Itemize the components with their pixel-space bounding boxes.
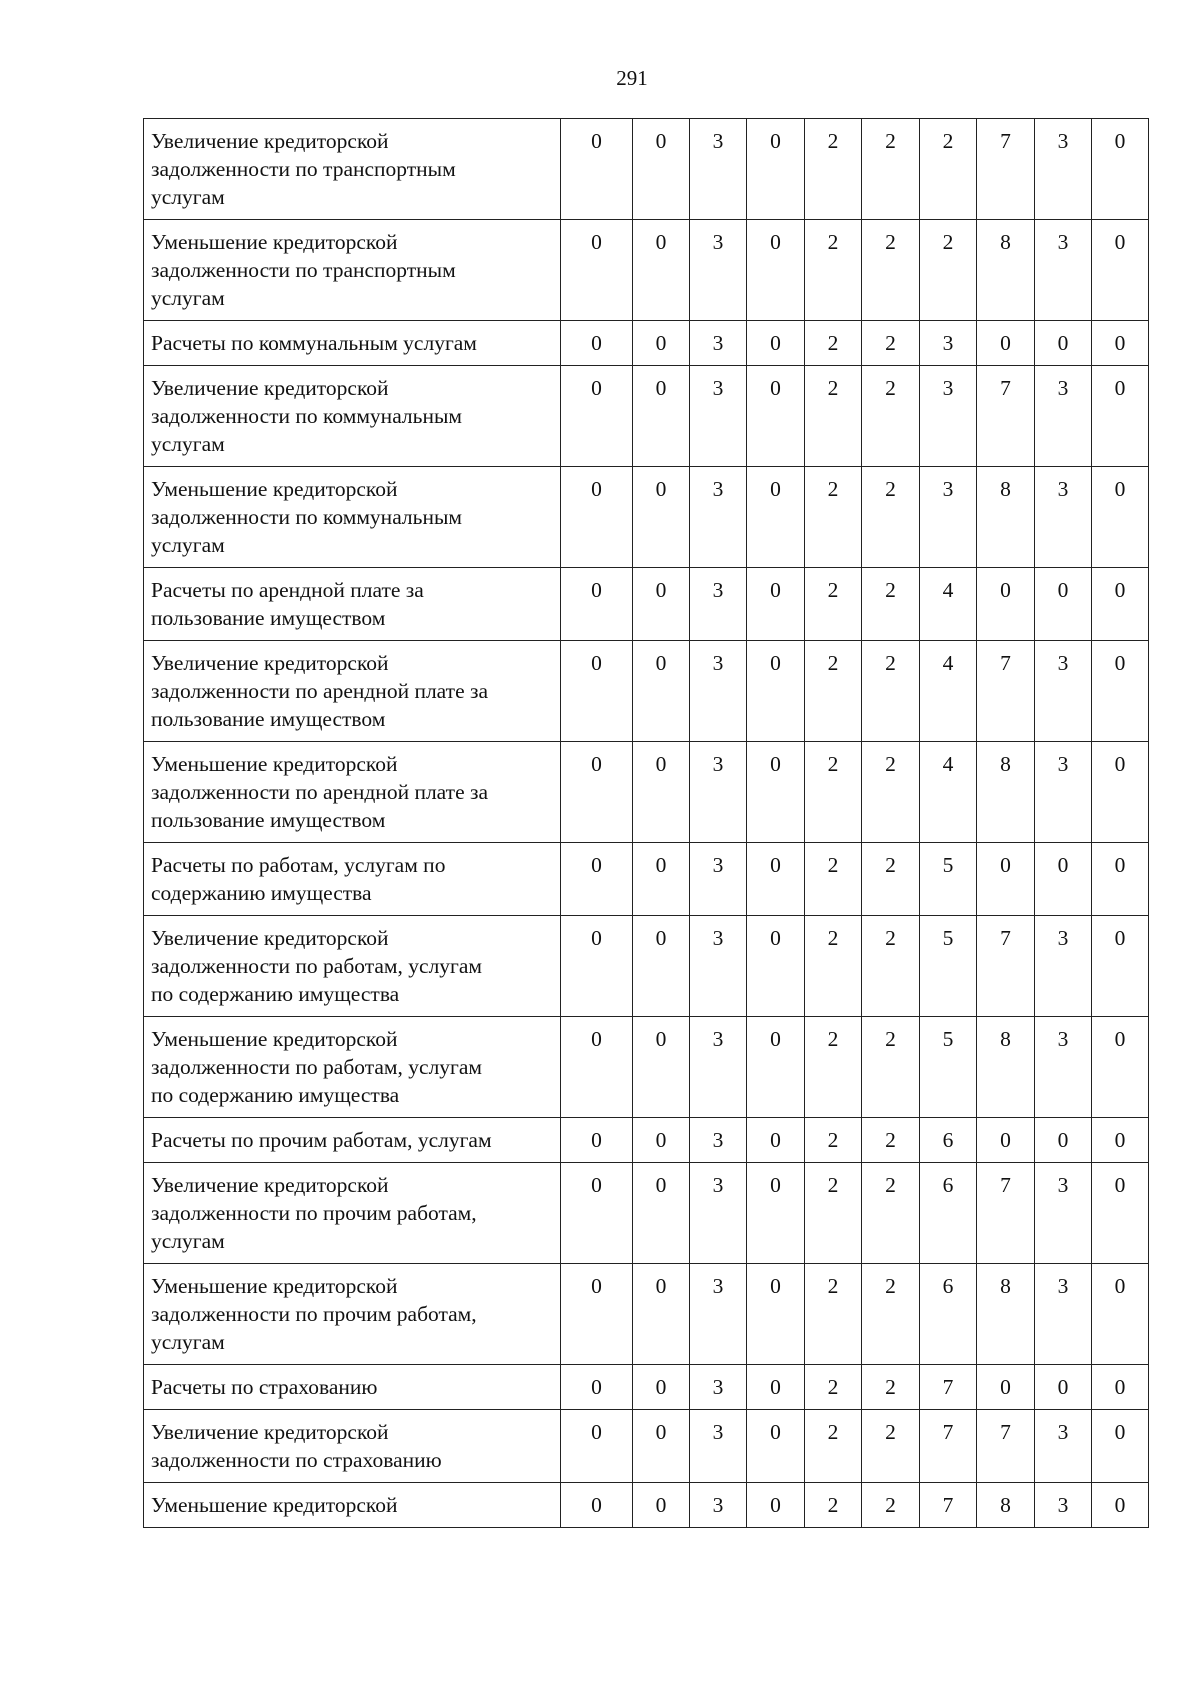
code-digit: 0	[977, 843, 1035, 916]
code-digit: 0	[561, 1365, 633, 1410]
code-digit: 2	[862, 1017, 920, 1118]
code-digit: 0	[1092, 916, 1149, 1017]
code-digit: 0	[747, 119, 805, 220]
code-digit: 3	[1035, 641, 1092, 742]
code-digit: 8	[977, 467, 1035, 568]
code-digit: 0	[747, 1365, 805, 1410]
code-digit: 0	[1092, 843, 1149, 916]
code-digit: 0	[747, 1017, 805, 1118]
code-digit: 3	[1035, 1163, 1092, 1264]
code-digit: 0	[1092, 1365, 1149, 1410]
code-digit: 3	[1035, 1483, 1092, 1528]
code-digit: 3	[690, 641, 747, 742]
code-digit: 0	[1092, 1163, 1149, 1264]
code-digit: 8	[977, 742, 1035, 843]
code-digit: 3	[1035, 366, 1092, 467]
code-digit: 0	[561, 568, 633, 641]
code-digit: 2	[862, 1483, 920, 1528]
code-digit: 0	[977, 1118, 1035, 1163]
row-label: Уменьшение кредиторской задолженности по арендной плате за пользование имуществом	[144, 742, 561, 843]
code-digit: 2	[862, 742, 920, 843]
code-digit: 0	[1035, 1118, 1092, 1163]
table-row	[144, 119, 1149, 220]
row-label: Расчеты по страхованию	[144, 1365, 561, 1410]
code-digit: 2	[862, 119, 920, 220]
code-digit: 3	[690, 119, 747, 220]
code-digit: 3	[1035, 916, 1092, 1017]
code-digit: 2	[805, 641, 862, 742]
code-digit: 5	[920, 916, 977, 1017]
code-digit: 4	[920, 742, 977, 843]
table-row	[144, 916, 1149, 1017]
table-row	[144, 467, 1149, 568]
code-digit: 0	[561, 1017, 633, 1118]
code-digit: 8	[977, 1017, 1035, 1118]
code-digit: 0	[747, 321, 805, 366]
code-digit: 7	[977, 119, 1035, 220]
code-digit: 0	[1092, 1410, 1149, 1483]
code-digit: 3	[690, 1017, 747, 1118]
row-label: Увеличение кредиторской задолженности по арендной плате за пользование имуществом	[144, 641, 561, 742]
code-digit: 0	[633, 220, 690, 321]
code-digit: 5	[920, 843, 977, 916]
code-digit: 0	[747, 1163, 805, 1264]
row-label: Увеличение кредиторской задолженности по прочим работам, услугам	[144, 1163, 561, 1264]
code-digit: 2	[805, 220, 862, 321]
code-digit: 8	[977, 1483, 1035, 1528]
code-digit: 2	[862, 1163, 920, 1264]
code-digit: 0	[561, 742, 633, 843]
code-digit: 4	[920, 568, 977, 641]
code-digit: 2	[805, 366, 862, 467]
code-digit: 0	[561, 119, 633, 220]
code-digit: 2	[805, 1264, 862, 1365]
code-digit: 0	[747, 467, 805, 568]
code-digit: 2	[862, 1410, 920, 1483]
code-digit: 3	[690, 568, 747, 641]
row-label: Увеличение кредиторской задолженности по страхованию	[144, 1410, 561, 1483]
code-digit: 2	[805, 843, 862, 916]
code-digit: 2	[805, 916, 862, 1017]
row-label: Уменьшение кредиторской задолженности по транспортным услугам	[144, 220, 561, 321]
code-digit: 0	[561, 1264, 633, 1365]
row-label: Уменьшение кредиторской задолженности по прочим работам, услугам	[144, 1264, 561, 1365]
code-digit: 0	[561, 1163, 633, 1264]
code-digit: 0	[561, 916, 633, 1017]
code-digit: 0	[561, 1410, 633, 1483]
code-digit: 0	[561, 1483, 633, 1528]
code-digit: 0	[747, 1264, 805, 1365]
table-row	[144, 1017, 1149, 1118]
row-label: Уменьшение кредиторской задолженности по коммунальным услугам	[144, 467, 561, 568]
table-row	[144, 366, 1149, 467]
code-digit: 3	[690, 467, 747, 568]
code-digit: 0	[633, 641, 690, 742]
code-digit: 2	[805, 742, 862, 843]
code-digit: 0	[1092, 742, 1149, 843]
code-digit: 2	[862, 568, 920, 641]
code-digit: 0	[633, 916, 690, 1017]
code-digit: 3	[690, 321, 747, 366]
code-digit: 2	[805, 119, 862, 220]
code-digit: 0	[747, 568, 805, 641]
code-digit: 3	[920, 366, 977, 467]
code-digit: 3	[690, 1483, 747, 1528]
code-digit: 7	[977, 366, 1035, 467]
table-row	[144, 1483, 1149, 1528]
table-row	[144, 843, 1149, 916]
table-row	[144, 1163, 1149, 1264]
code-digit: 2	[805, 467, 862, 568]
code-digit: 0	[1035, 843, 1092, 916]
code-digit: 0	[977, 321, 1035, 366]
code-digit: 2	[862, 1365, 920, 1410]
code-digit: 7	[977, 1163, 1035, 1264]
code-digit: 0	[747, 1483, 805, 1528]
code-digit: 0	[633, 1410, 690, 1483]
code-digit: 0	[977, 568, 1035, 641]
code-digit: 0	[747, 1410, 805, 1483]
table-row	[144, 568, 1149, 641]
row-label: Уменьшение кредиторской	[144, 1483, 561, 1528]
code-digit: 7	[920, 1365, 977, 1410]
code-digit: 2	[862, 1264, 920, 1365]
code-digit: 0	[747, 641, 805, 742]
code-digit: 0	[1092, 1264, 1149, 1365]
code-digit: 0	[633, 467, 690, 568]
code-digit: 5	[920, 1017, 977, 1118]
code-digit: 0	[1092, 1017, 1149, 1118]
code-digit: 0	[561, 321, 633, 366]
code-digit: 0	[1035, 568, 1092, 641]
code-digit: 0	[633, 366, 690, 467]
code-digit: 2	[920, 220, 977, 321]
code-digit: 3	[920, 321, 977, 366]
code-digit: 2	[862, 467, 920, 568]
code-digit: 0	[561, 641, 633, 742]
code-digit: 2	[805, 1365, 862, 1410]
row-label: Увеличение кредиторской задолженности по транспортным услугам	[144, 119, 561, 220]
code-digit: 2	[805, 321, 862, 366]
code-digit: 0	[633, 1163, 690, 1264]
code-digit: 2	[805, 568, 862, 641]
table-row	[144, 742, 1149, 843]
row-label: Расчеты по прочим работам, услугам	[144, 1118, 561, 1163]
code-digit: 0	[633, 742, 690, 843]
code-digit: 0	[1035, 321, 1092, 366]
row-label: Расчеты по арендной плате за пользование имуществом	[144, 568, 561, 641]
code-digit: 2	[805, 1118, 862, 1163]
table-row	[144, 1264, 1149, 1365]
code-digit: 0	[561, 843, 633, 916]
code-digit: 7	[977, 916, 1035, 1017]
code-digit: 3	[690, 843, 747, 916]
code-digit: 3	[690, 220, 747, 321]
code-digit: 0	[1092, 321, 1149, 366]
code-digit: 3	[920, 467, 977, 568]
code-digit: 0	[747, 742, 805, 843]
code-digit: 0	[561, 220, 633, 321]
code-digit: 2	[805, 1410, 862, 1483]
table-body	[144, 119, 1149, 1528]
code-digit: 3	[1035, 467, 1092, 568]
code-digit: 0	[1035, 1365, 1092, 1410]
code-digit: 3	[690, 1264, 747, 1365]
table-row	[144, 1118, 1149, 1163]
code-digit: 0	[633, 1264, 690, 1365]
code-digit: 3	[690, 1163, 747, 1264]
code-digit: 0	[747, 366, 805, 467]
code-digit: 7	[920, 1410, 977, 1483]
code-digit: 2	[862, 366, 920, 467]
row-label: Расчеты по коммунальным услугам	[144, 321, 561, 366]
code-digit: 0	[1092, 220, 1149, 321]
code-digit: 0	[747, 220, 805, 321]
code-digit: 0	[1092, 1483, 1149, 1528]
code-digit: 6	[920, 1264, 977, 1365]
table-row	[144, 1365, 1149, 1410]
code-digit: 3	[1035, 1410, 1092, 1483]
code-digit: 3	[1035, 1264, 1092, 1365]
code-digit: 2	[862, 321, 920, 366]
code-digit: 0	[1092, 641, 1149, 742]
code-digit: 3	[690, 742, 747, 843]
code-digit: 2	[805, 1017, 862, 1118]
code-digit: 3	[1035, 220, 1092, 321]
row-label: Уменьшение кредиторской задолженности по работам, услугам по содержанию имущества	[144, 1017, 561, 1118]
code-digit: 0	[633, 321, 690, 366]
table-row	[144, 321, 1149, 366]
code-digit: 2	[862, 843, 920, 916]
code-digit: 8	[977, 1264, 1035, 1365]
code-digit: 0	[1092, 467, 1149, 568]
code-digit: 3	[690, 1365, 747, 1410]
table-row	[144, 220, 1149, 321]
code-digit: 7	[977, 641, 1035, 742]
code-digit: 0	[747, 916, 805, 1017]
code-digit: 0	[977, 1365, 1035, 1410]
code-digit: 0	[1092, 119, 1149, 220]
code-digit: 3	[1035, 1017, 1092, 1118]
table-row	[144, 641, 1149, 742]
code-digit: 0	[1092, 366, 1149, 467]
code-digit: 2	[805, 1163, 862, 1264]
code-digit: 4	[920, 641, 977, 742]
code-digit: 0	[633, 1118, 690, 1163]
account-codes-table	[143, 118, 1149, 1528]
page-number: 291	[616, 66, 648, 90]
code-digit: 2	[862, 220, 920, 321]
code-digit: 0	[633, 843, 690, 916]
code-digit: 0	[633, 1365, 690, 1410]
code-digit: 2	[862, 1118, 920, 1163]
code-digit: 7	[977, 1410, 1035, 1483]
code-digit: 0	[747, 1118, 805, 1163]
row-label: Расчеты по работам, услугам по содержанию имущества	[144, 843, 561, 916]
code-digit: 8	[977, 220, 1035, 321]
code-digit: 3	[1035, 742, 1092, 843]
code-digit: 0	[1092, 1118, 1149, 1163]
code-digit: 6	[920, 1163, 977, 1264]
code-digit: 3	[690, 916, 747, 1017]
code-digit: 2	[920, 119, 977, 220]
code-digit: 2	[862, 916, 920, 1017]
code-digit: 0	[747, 843, 805, 916]
code-digit: 0	[633, 1483, 690, 1528]
code-digit: 0	[561, 366, 633, 467]
code-digit: 3	[690, 366, 747, 467]
code-digit: 3	[690, 1118, 747, 1163]
code-digit: 0	[561, 1118, 633, 1163]
row-label: Увеличение кредиторской задолженности по коммунальным услугам	[144, 366, 561, 467]
code-digit: 0	[633, 568, 690, 641]
code-digit: 0	[633, 119, 690, 220]
code-digit: 2	[862, 641, 920, 742]
code-digit: 7	[920, 1483, 977, 1528]
code-digit: 6	[920, 1118, 977, 1163]
code-digit: 3	[1035, 119, 1092, 220]
code-digit: 0	[1092, 568, 1149, 641]
code-digit: 0	[561, 467, 633, 568]
code-digit: 2	[805, 1483, 862, 1528]
row-label: Увеличение кредиторской задолженности по работам, услугам по содержанию имущества	[144, 916, 561, 1017]
code-digit: 0	[633, 1017, 690, 1118]
table-row	[144, 1410, 1149, 1483]
code-digit: 3	[690, 1410, 747, 1483]
